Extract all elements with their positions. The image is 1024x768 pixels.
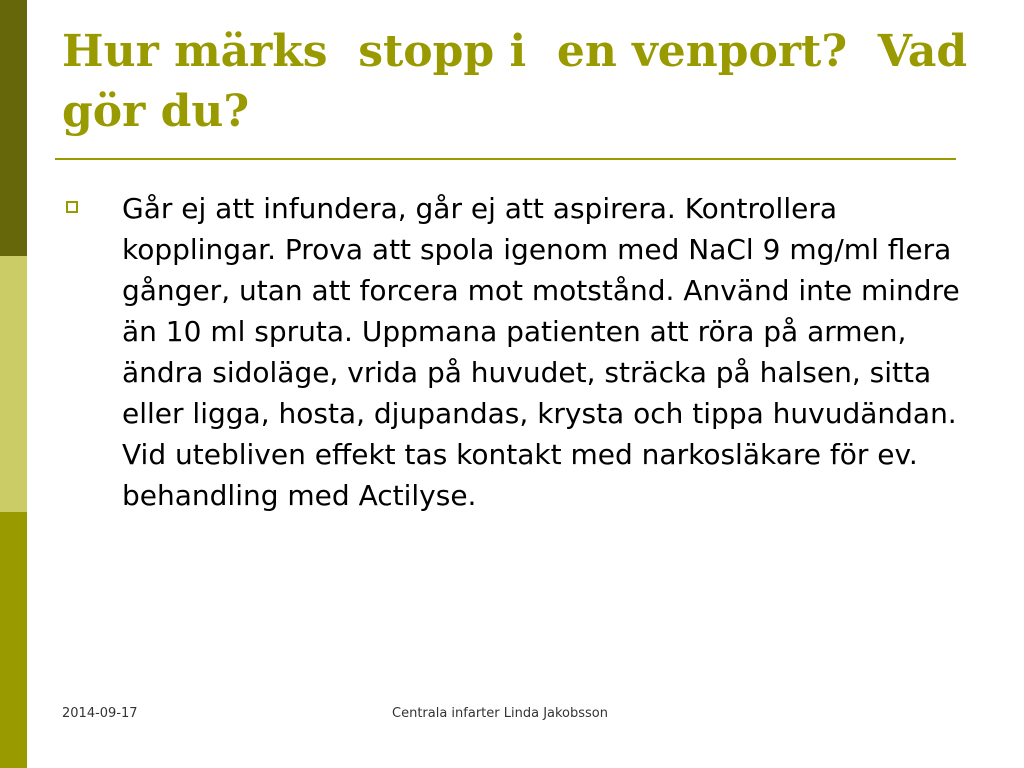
sidebar-band-middle [0, 256, 27, 512]
footer-center-text: Centrala infarter Linda Jakobsson [392, 706, 608, 721]
sidebar-band-bottom [0, 512, 27, 768]
bullet-text: Går ej att infundera, går ej att aspirera. Kontrollera kopplingar. Prova att spola igenom med NaCl 9 mg/ml flera gånger, utan att forcera mot motstånd. Använd inte mindre än 10 ml spruta. Uppmana patienten att röra på armen, ändra sidoläge, vrida på huvudet, sträcka på halsen, sitta eller ligga, hosta, djupandas, krysta och tippa huvudändan. Vid utebliven effekt tas kontakt med narkosläkare för ev. behandling med Actilyse. [122, 192, 960, 512]
bullet-square-icon [66, 201, 78, 213]
title-underline [55, 158, 956, 160]
slide-title: Hur märks stopp i en venport? Vad gör du? [62, 26, 983, 137]
sidebar-band-top [0, 0, 27, 256]
footer-date: 2014-09-17 [62, 706, 138, 721]
